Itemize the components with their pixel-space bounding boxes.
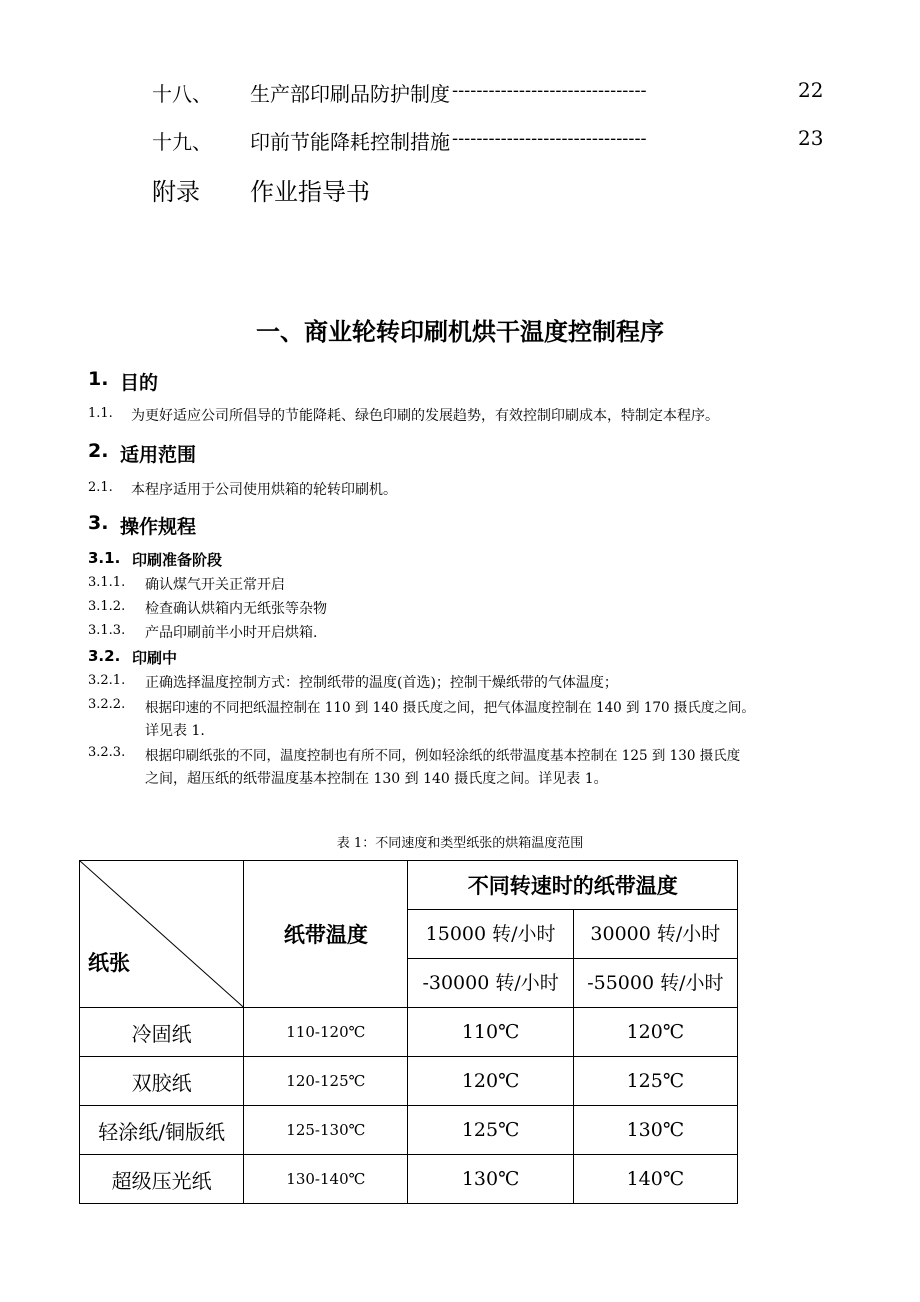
toc-leader: -------------------------------- <box>452 128 647 149</box>
speed-group-header: 不同转速时的纸带温度 <box>408 861 738 910</box>
table-corner-cell <box>80 861 244 1008</box>
table-caption: 表 1：不同速度和类型纸张的烘箱温度范围 <box>336 836 584 851</box>
appendix-label: 附录 <box>152 178 200 206</box>
item-text: 检查确认烘箱内无纸张等杂物 <box>145 601 327 617</box>
table-row <box>80 1057 738 1106</box>
toc-page-number: 23 <box>798 126 824 150</box>
page-title: 一、商业轮转印刷机烘干温度控制程序 <box>256 318 664 346</box>
temp-range: 125-130℃ <box>244 1106 408 1155</box>
paper-temp-header: 纸带温度 <box>244 861 408 1008</box>
table-row <box>80 1008 738 1057</box>
subsection-number: 3.1. <box>88 549 121 567</box>
item-text: 本程序适用于公司使用烘箱的轮转印刷机。 <box>131 482 397 498</box>
temp-high-speed: 130℃ <box>573 1106 737 1155</box>
toc-leader: -------------------------------- <box>452 80 647 101</box>
item-number: 3.2.1. <box>88 673 126 688</box>
diagonal-line <box>80 861 243 1007</box>
item-text: 根据印速的不同把纸温控制在 110 到 140 摄氏度之间，把气体温度控制在 140 到 170 摄氏度之间。 <box>145 700 755 716</box>
item-text-continued: 详见表 1. <box>145 723 205 739</box>
table-row <box>80 1155 738 1204</box>
subsection-number: 3.2. <box>88 647 121 665</box>
paper-type: 轻涂纸/铜版纸 <box>80 1106 244 1155</box>
temp-range: 110-120℃ <box>244 1008 408 1057</box>
temp-low-speed: 120℃ <box>408 1057 573 1106</box>
speed-range-high-cont: -55000 转/小时 <box>573 959 737 1008</box>
toc-title: 生产部印刷品防护制度 <box>250 82 450 106</box>
item-number: 3.2.3. <box>88 745 126 760</box>
temp-low-speed: 110℃ <box>408 1008 573 1057</box>
paper-column-header: 纸张 <box>88 951 130 975</box>
temp-range: 130-140℃ <box>244 1155 408 1204</box>
item-text: 确认煤气开关正常开启 <box>145 577 285 593</box>
speed-range-low-cont: -30000 转/小时 <box>408 959 573 1008</box>
subsection-heading: 印刷准备阶段 <box>132 551 223 569</box>
item-number: 1.1. <box>88 406 113 421</box>
section-heading: 适用范围 <box>120 444 197 466</box>
temp-high-speed: 140℃ <box>573 1155 737 1204</box>
toc-number: 十九、 <box>152 130 212 154</box>
item-number: 3.1.3. <box>88 623 126 638</box>
item-text-continued: 之间，超压纸的纸带温度基本控制在 130 到 140 摄氏度之间。详见表 1。 <box>145 771 608 787</box>
table-row <box>80 1106 738 1155</box>
section-heading: 目的 <box>120 372 159 394</box>
appendix-title: 作业指导书 <box>250 178 370 206</box>
section-number: 3. <box>88 512 109 534</box>
speed-range-low: 15000 转/小时 <box>408 910 573 959</box>
paper-type: 双胶纸 <box>80 1057 244 1106</box>
temperature-table <box>79 860 738 1204</box>
temp-low-speed: 125℃ <box>408 1106 573 1155</box>
temp-high-speed: 120℃ <box>573 1008 737 1057</box>
temp-low-speed: 130℃ <box>408 1155 573 1204</box>
toc-title: 印前节能降耗控制措施 <box>250 130 450 154</box>
item-number: 2.1. <box>88 480 113 495</box>
item-number: 3.1.1. <box>88 575 126 590</box>
toc-page-number: 22 <box>798 78 824 102</box>
temp-range: 120-125℃ <box>244 1057 408 1106</box>
item-number: 3.2.2. <box>88 697 126 712</box>
toc-number: 十八、 <box>152 82 212 106</box>
subsection-heading: 印刷中 <box>132 649 178 667</box>
speed-range-high: 30000 转/小时 <box>573 910 737 959</box>
item-text: 为更好适应公司所倡导的节能降耗、绿色印刷的发展趋势，有效控制印刷成本，特制定本程序。 <box>131 408 719 424</box>
item-text: 正确选择温度控制方式：控制纸带的温度(首选)；控制干燥纸带的气体温度； <box>145 675 618 691</box>
section-number: 2. <box>88 440 109 462</box>
item-number: 3.1.2. <box>88 599 126 614</box>
section-heading: 操作规程 <box>120 516 197 538</box>
paper-type: 冷固纸 <box>80 1008 244 1057</box>
temp-high-speed: 125℃ <box>573 1057 737 1106</box>
section-number: 1. <box>88 368 109 390</box>
item-text: 根据印刷纸张的不同，温度控制也有所不同，例如轻涂纸的纸带温度基本控制在 125 到 130 摄氏度 <box>145 748 741 764</box>
item-text: 产品印刷前半小时开启烘箱. <box>145 625 318 641</box>
paper-type: 超级压光纸 <box>80 1155 244 1204</box>
